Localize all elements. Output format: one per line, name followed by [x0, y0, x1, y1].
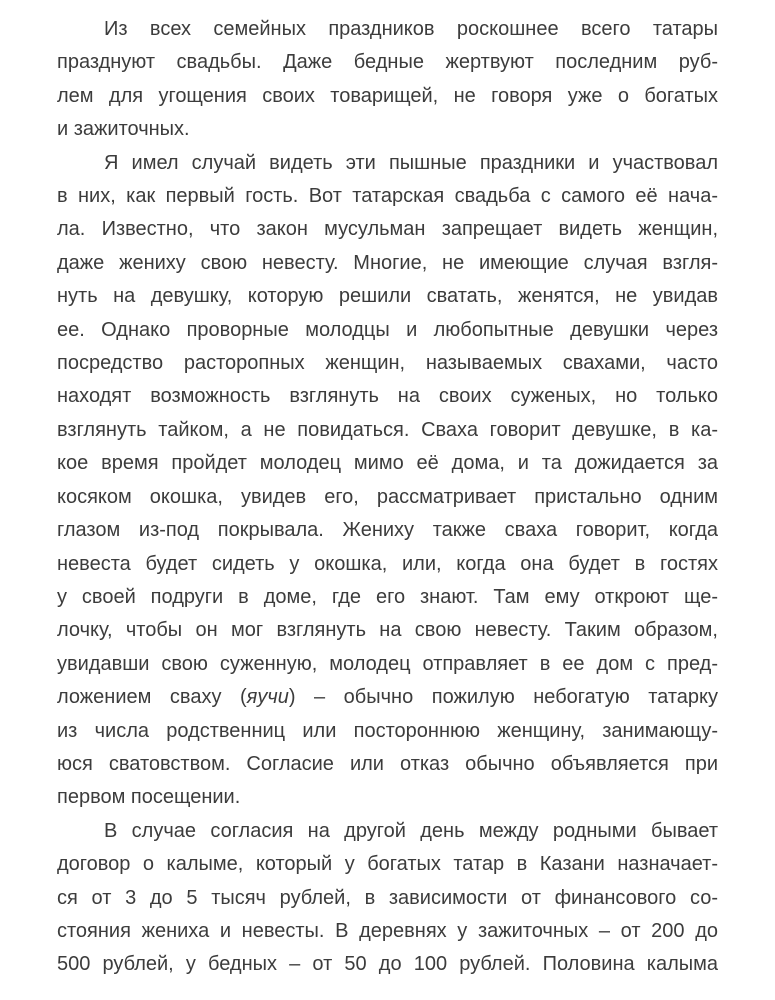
text-line: глазом из-под покрывала. Жениху также сваха говорит, когда: [57, 519, 718, 542]
text-line: стояния жениха и невесты. В деревнях у зажиточных – от 200 до: [57, 919, 718, 942]
text-line: лем для угощения своих товарищей, не говоря уже о богатых: [57, 84, 718, 107]
text-line: В случае согласия на другой день между родными бывает: [104, 819, 718, 842]
text-segment: ) – обычно пожилую небогатую татарку: [288, 686, 719, 709]
text-line: кое время пройдет молодец мимо её дома, и та дожидается за: [57, 452, 718, 475]
text-line: лочку, чтобы он мог взглянуть на свою невесту. Таким образом,: [57, 619, 718, 642]
text-line: 500 рублей, у бедных – от 50 до 100 рублей. Половина калыма: [57, 953, 718, 976]
text-line: договор о калыме, который у богатых татар в Казани назначает-: [57, 853, 718, 876]
text-line: даже жениху свою невесту. Многие, не имеющие случая взгля-: [57, 251, 718, 274]
text-line: и зажиточных.: [57, 118, 190, 141]
text-line: юся сватовством. Согласие или отказ обычно объявляется при: [57, 752, 718, 775]
text-line: Из всех семейных праздников роскошнее всего татары: [104, 18, 718, 40]
text-line: посредство расторопных женщин, называемых свахами, часто: [57, 352, 718, 375]
text-line: ла. Известно, что закон мусульман запрещает видеть женщин,: [57, 218, 718, 241]
term-yauchi-italic: яучи: [246, 686, 289, 709]
text-line: находят возможность взглянуть на своих суженых, но только: [57, 385, 718, 408]
paragraph: [57, 13, 718, 147]
text-segment: ложением сваху (: [57, 686, 247, 709]
text-line: невеста будет сидеть у окошка, или, когда она будет в гостях: [57, 552, 718, 575]
text-line: у своей подруги в доме, где его знают. Там ему откроют ще-: [57, 585, 718, 608]
text-line: ся от 3 до 5 тысяч рублей, в зависимости от финансового со-: [57, 886, 718, 909]
paragraph: [57, 815, 718, 982]
text-line: нуть на девушку, которую решили сватать, женятся, не увидав: [57, 285, 718, 308]
text-line: первом посещении.: [57, 786, 241, 809]
paragraph: [57, 147, 718, 815]
text-line: [57, 681, 718, 714]
text-line: ее. Однако проворные молодцы и любопытные девушки через: [57, 318, 718, 341]
text-line: взглянуть тайком, а не повидаться. Сваха говорит девушке, в ка-: [57, 418, 718, 441]
text-line: Я имел случай видеть эти пышные праздники и участвовал: [104, 151, 718, 174]
text-line: увидавши свою суженную, молодец отправляет в ее дом с пред-: [57, 652, 718, 675]
text-line: из числа родственниц или постороннюю женщину, занимающу-: [57, 719, 718, 742]
text-line: в них, как первый гость. Вот татарская свадьба с самого её нача-: [57, 185, 718, 208]
text-line: косяком окошка, увидев его, рассматривает пристально одним: [57, 485, 718, 508]
text-line: празднуют свадьбы. Даже бедные жертвуют последним руб-: [57, 51, 718, 74]
